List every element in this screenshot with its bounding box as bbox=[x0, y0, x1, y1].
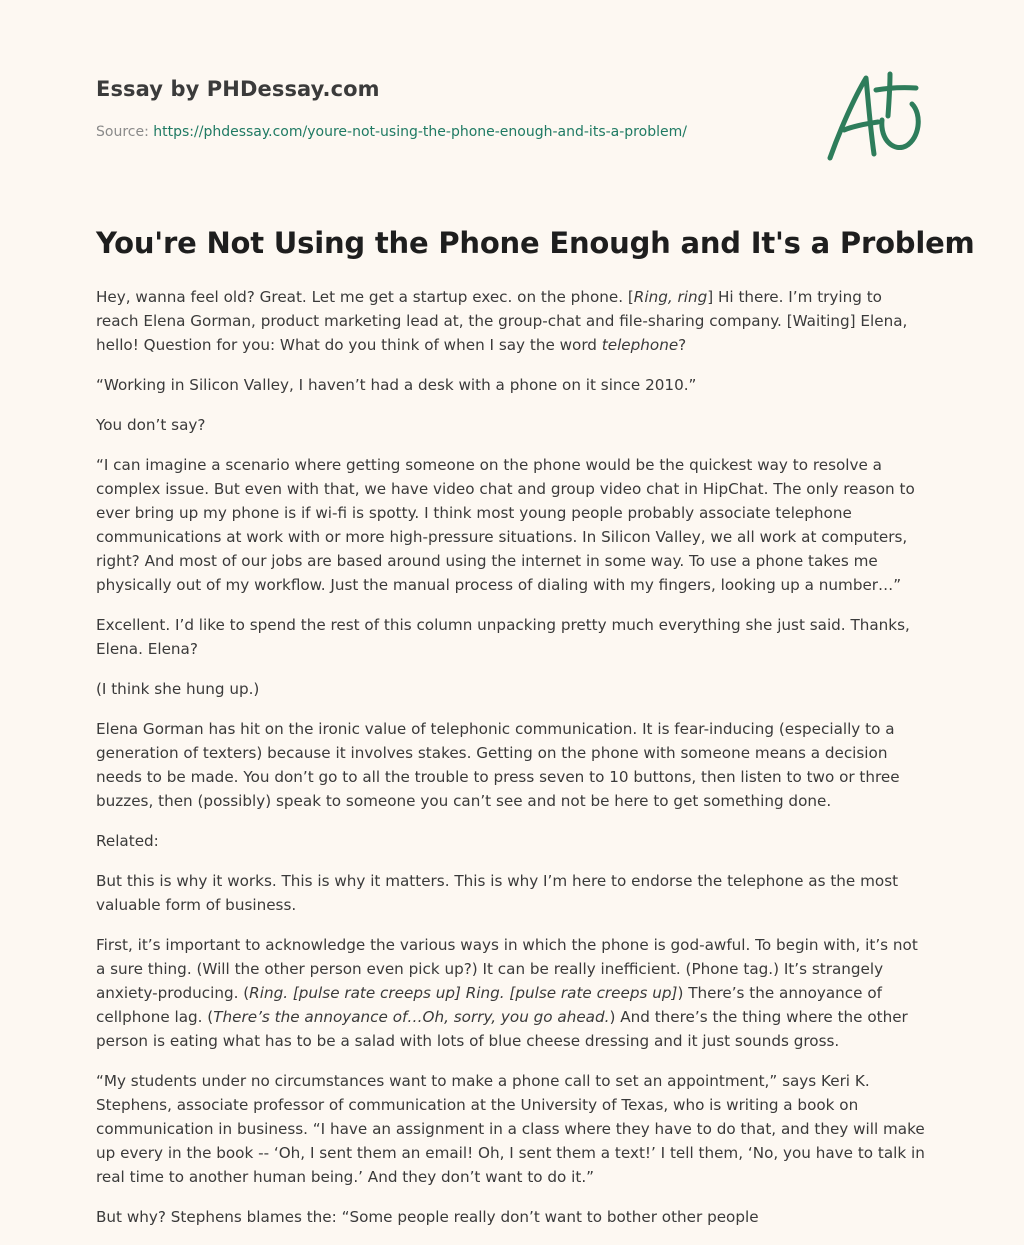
paragraph-1 bbox=[96, 285, 928, 357]
paragraph-9: But this is why it works. This is why it matters. This is why I’m here to endorse the telephone as the most valuable form of business. bbox=[96, 872, 899, 914]
paragraph-4: “I can imagine a scenario where getting someone on the phone would be the quickest way to resolve a complex issue. But even with that, we have video chat and group video chat in HipChat. The only reason to ever bring up my phone is if wi-fi is spotty. I think most young people probably associate telephone communications at work with or more high-pressure situations. In Silicon Valley, we all work at computers, right? And most of our jobs are based around using the internet in some way. To use a phone takes me physically out of my workflow. Just the manual process of dialing with my fingers, looking up a number…” bbox=[96, 456, 915, 594]
paragraph-10-part-e: ) And there’s the thing where the other person is eating what has to be a salad with lots of blue cheese dressing and it just sounds gross. bbox=[96, 1008, 908, 1050]
paragraph-8: Related: bbox=[96, 832, 159, 850]
source-link[interactable]: https://phdessay.com/youre-not-using-the-phone-enough-and-its-a-problem/ bbox=[153, 124, 687, 140]
source-label: Source: bbox=[96, 124, 149, 140]
paragraph-5: Excellent. I’d like to spend the rest of this column unpacking pretty much everything she just said. Thanks, Elena. Elena? bbox=[96, 616, 910, 658]
paragraph-11: “My students under no circumstances want to make a phone call to set an appointment,” says Keri K. Stephens, associate professor of communication at the University of Texas, who is writing a book on communication in business. “I have an assignment in a class where they have to do that, and they will make up every in the book -- ‘Oh, I sent them an email! Oh, I sent them a text!’ I tell them, ‘No, you have to talk in real time to another human being.’ And they don’t want to do it.” bbox=[96, 1072, 925, 1186]
brand-title: Essay by PHDessay.com bbox=[96, 77, 380, 101]
source-line bbox=[96, 124, 687, 140]
paragraph-3: You don’t say? bbox=[96, 416, 206, 434]
paragraph-12: But why? Stephens blames the: “Some people really don’t want to bother other people bbox=[96, 1208, 759, 1226]
paragraph-2: “Working in Silicon Valley, I haven’t had a desk with a phone on it since 2010.” bbox=[96, 376, 697, 394]
essay-body bbox=[96, 285, 928, 1245]
paragraph-6: (I think she hung up.) bbox=[96, 680, 260, 698]
paragraph-7: Elena Gorman has hit on the ironic value of telephonic communication. It is fear-inducing (especially to a generation of texters) because it involves stakes. Getting on the phone with someone means a decision needs to be made. You don’t go to all the trouble to press seven to 10 buttons, then listen to two or three buzzes, then (possibly) speak to someone you can’t see and not be here to get something done. bbox=[96, 720, 900, 810]
paragraph-1-italic-ring: Ring, ring bbox=[633, 288, 708, 306]
paragraph-10 bbox=[96, 933, 928, 1053]
paragraph-10-part-a: First, it’s important to acknowledge the various ways in which the phone is god-awful. To begin with, it’s not a sure thing. (Will the other person even pick up?) It can be really inefficient. (Phone tag.) It’s strangely anxiety-producing. ( bbox=[96, 936, 918, 1002]
a-plus-grade-icon bbox=[824, 68, 928, 164]
paragraph-1-part-c: ] Hi there. I’m trying to reach Elena Gorman, product marketing lead at, the group-chat and file-sharing company. [Waiting] Elena, hello! Question for you: What do you think of when I say the word bbox=[96, 288, 908, 354]
paragraph-1-part-e: ? bbox=[678, 336, 687, 354]
paragraph-10-italic-lag: There’s the annoyance of…Oh, sorry, you go ahead. bbox=[213, 1008, 610, 1026]
paragraph-10-part-c: ) There’s the annoyance of cellphone lag. ( bbox=[96, 984, 882, 1026]
paragraph-1-part-a: Hey, wanna feel old? Great. Let me get a startup exec. on the phone. [ bbox=[96, 288, 634, 306]
paragraph-1-italic-telephone: telephone bbox=[601, 336, 679, 354]
paragraph-10-italic-ring: Ring. [pulse rate creeps up] Ring. [pulse rate creeps up] bbox=[249, 984, 678, 1002]
essay-title: You're Not Using the Phone Enough and It's a Problem bbox=[96, 226, 975, 260]
